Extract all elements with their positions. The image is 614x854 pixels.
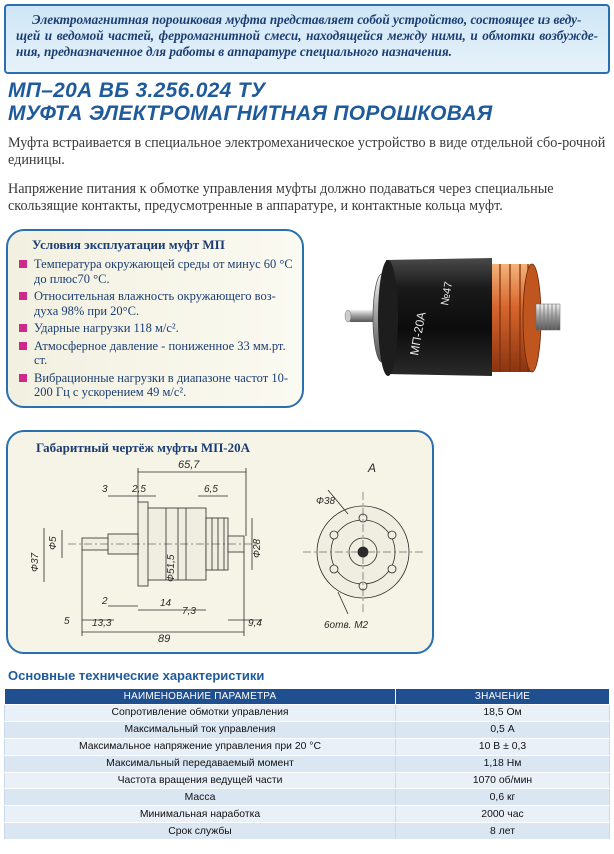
photo-marking-model: МП-20А bbox=[407, 310, 429, 357]
square-bullet-icon bbox=[19, 342, 27, 350]
condition-item: Вибрационные нагрузки в диапазоне частот 10-200 Гц с ускорением 49 м/с². bbox=[16, 371, 296, 400]
dim-7-3: 7,3 bbox=[182, 606, 196, 617]
end-view bbox=[303, 461, 423, 631]
condition-item: Атмосферное давление - пониженное 33 мм.рт. ст. bbox=[16, 339, 296, 368]
dim-6-5: 6,5 bbox=[204, 484, 218, 495]
dimension-drawing bbox=[8, 432, 436, 656]
operating-conditions-title: Условия эксплуатации муфт МП bbox=[32, 237, 225, 252]
drawing-title: Габаритный чертёж муфты МП-20А bbox=[36, 440, 251, 455]
condition-item: Температура окружающей среды от минус 60 °С до плюс70 °С. bbox=[16, 257, 296, 286]
paragraph-power-supply: Напряжение питания к обмотке управления муфты должно подаваться через специальные скользящие контакты, предусмотренные в аппаратуре, и контактные кольца муфт. bbox=[8, 181, 554, 214]
table-row: Частота вращения ведущей части 1070 об/мин bbox=[5, 772, 610, 789]
dim-d28: Ф28 bbox=[252, 538, 263, 558]
dim-3: 3 bbox=[102, 484, 108, 495]
condition-item: Относительная влажность окружающего воз-духа 98% при 20°С. bbox=[16, 289, 296, 318]
dim-2: 2 bbox=[102, 596, 108, 607]
specs-header-value: ЗНАЧЕНИЕ bbox=[396, 689, 610, 705]
paragraph-integration: Муфта встраивается в специальное электромеханическое устройство в виде отдельной сбо-рочной единицы. bbox=[8, 135, 606, 168]
square-bullet-icon bbox=[19, 324, 27, 332]
table-row: Срок службы 8 лет bbox=[5, 823, 610, 840]
intro-text-rest: щей и ведомой частей, ферромагнитной смеси, находящейся между ними, и обмотки возбужде-ния, предназначенное для работы в аппаратуре специального назначения. bbox=[16, 28, 598, 59]
table-row: Масса 0,6 кг bbox=[5, 789, 610, 806]
dim-d5: Ф5 bbox=[48, 536, 59, 550]
specs-title: Основные технические характеристики bbox=[8, 668, 265, 683]
condition-item: Ударные нагрузки 118 м/с². bbox=[16, 321, 296, 336]
operating-conditions-list bbox=[16, 257, 296, 400]
dim-d38: Ф38 bbox=[316, 496, 336, 507]
square-bullet-icon bbox=[19, 260, 27, 268]
view-label: А bbox=[368, 461, 377, 475]
side-view bbox=[30, 459, 263, 645]
table-row: Максимальное напряжение управления при 20 °С 10 В ± 0,3 bbox=[5, 738, 610, 755]
table-row: Минимальная наработка 2000 час bbox=[5, 806, 610, 823]
product-name-title: МУФТА ЭЛЕКТРОМАГНИТНАЯ ПОРОШКОВАЯ bbox=[8, 102, 493, 125]
specs-table bbox=[4, 688, 610, 840]
intro-text-line1: Электромагнитная порошковая муфта представляет собой устройство, состоящее из веду- bbox=[32, 12, 582, 27]
product-code-title: МП–20А ВБ 3.256.024 ТУ bbox=[8, 79, 266, 102]
dim-d51-5: Ф51,5 bbox=[166, 554, 177, 582]
dim-13-3: 13,3 bbox=[92, 618, 112, 629]
table-row: Максимальный ток управления 0,5 А bbox=[5, 721, 610, 738]
operating-conditions-box bbox=[6, 229, 304, 408]
table-row: Сопротивление обмотки управления 18,5 Ом bbox=[5, 705, 610, 722]
dim-14: 14 bbox=[160, 598, 172, 609]
dim-d37: Ф37 bbox=[30, 552, 41, 572]
table-row: Максимальный передаваемый момент 1,18 Нм bbox=[5, 755, 610, 772]
dim-89: 89 bbox=[158, 633, 171, 645]
dim-2-5: 2,5 bbox=[132, 484, 146, 495]
intro-box bbox=[4, 4, 610, 74]
photo-marking-serial: №47 bbox=[439, 280, 456, 307]
specs-header-row bbox=[5, 689, 610, 705]
dim-9-4: 9,4 bbox=[248, 618, 262, 629]
dim-5: 5 bbox=[64, 616, 70, 627]
dimension-drawing-box bbox=[6, 430, 434, 654]
square-bullet-icon bbox=[19, 374, 27, 382]
square-bullet-icon bbox=[19, 292, 27, 300]
dim-65-7: 65,7 bbox=[178, 459, 200, 471]
product-photo bbox=[340, 236, 570, 396]
specs-header-param: НАИМЕНОВАНИЕ ПАРАМЕТРА bbox=[5, 689, 396, 705]
holes-note: 6отв. М2 bbox=[324, 620, 369, 631]
